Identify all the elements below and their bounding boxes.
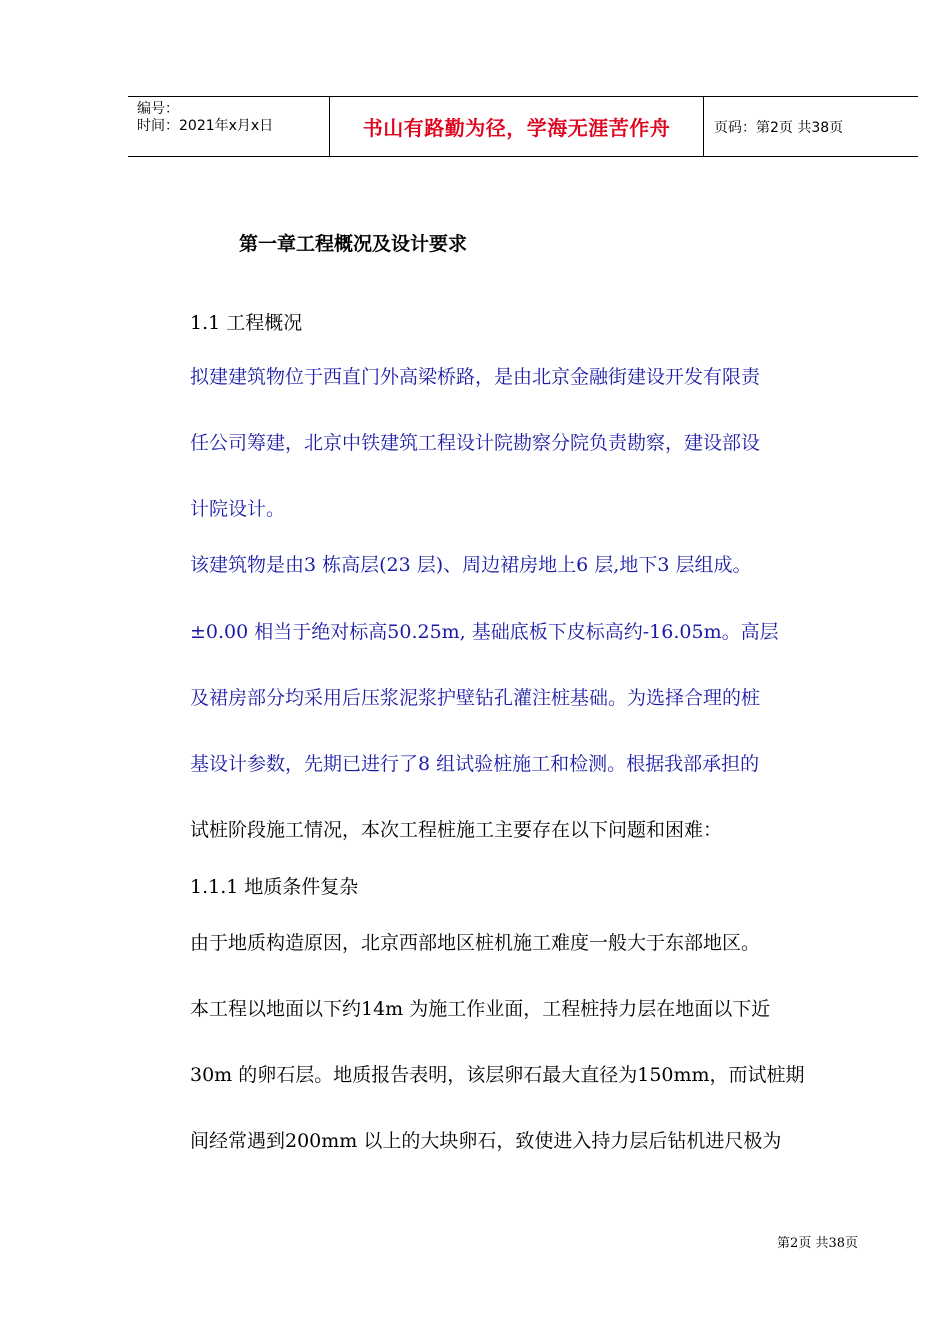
paragraph-2-line-4: 基设计参数，先期已进行了8 组试验桩施工和检测。根据我部承担的: [190, 753, 760, 775]
chapter-title: 第一章工程概况及设计要求: [239, 233, 468, 255]
paragraph-1-line-2: 任公司筹建，北京中铁建筑工程设计院勘察分院负责勘察，建设部设: [190, 432, 761, 454]
page-footer: 第2页 共38页: [777, 1236, 858, 1251]
paragraph-2-line-2: ±0.00 相当于绝对标高50.25m, 基础底板下皮标高约-16.05m。高层: [190, 621, 779, 643]
section-heading-1-1-1: 1.1.1 地质条件复杂: [190, 876, 359, 898]
serial-number-label: 编号：: [137, 101, 179, 117]
paragraph-3-line-3: 30m 的卵石层。地质报告表明，该层卵石最大直径为150mm，而试桩期: [190, 1064, 805, 1086]
header-middle-cell: [330, 97, 704, 156]
paragraph-2-line-3: 及裙房部分均采用后压浆泥浆护壁钻孔灌注桩基础。为选择合理的桩: [190, 687, 761, 709]
header-left-cell: [128, 97, 330, 156]
header-right-cell: [704, 97, 918, 156]
page-header: [128, 96, 918, 157]
paragraph-2-line-5: 试桩阶段施工情况，本次工程桩施工主要存在以下问题和困难：: [190, 819, 723, 841]
header-date: 时间：2021年x月x日: [137, 118, 274, 134]
section-heading-1-1: 1.1 工程概况: [190, 312, 303, 334]
paragraph-3-line-4: 间经常遇到200mm 以上的大块卵石，致使进入持力层后钻机进尺极为: [190, 1130, 782, 1152]
paragraph-3-line-1: 由于地质构造原因，北京西部地区桩机施工难度一般大于东部地区。: [190, 932, 761, 954]
paragraph-2-line-1: 该建筑物是由3 栋高层(23 层)、周边裙房地上6 层,地下3 层组成。: [190, 554, 752, 576]
paragraph-3-line-2: 本工程以地面以下约14m 为施工作业面，工程桩持力层在地面以下近: [190, 998, 771, 1020]
paragraph-1-line-1: 拟建建筑物位于西直门外高梁桥路，是由北京金融街建设开发有限责: [190, 366, 761, 388]
header-motto: 书山有路勤为径，学海无涯苦作舟: [362, 116, 671, 140]
header-page-number: 页码：第2页 共38页: [714, 119, 844, 136]
paragraph-1-line-3: 计院设计。: [190, 498, 286, 520]
